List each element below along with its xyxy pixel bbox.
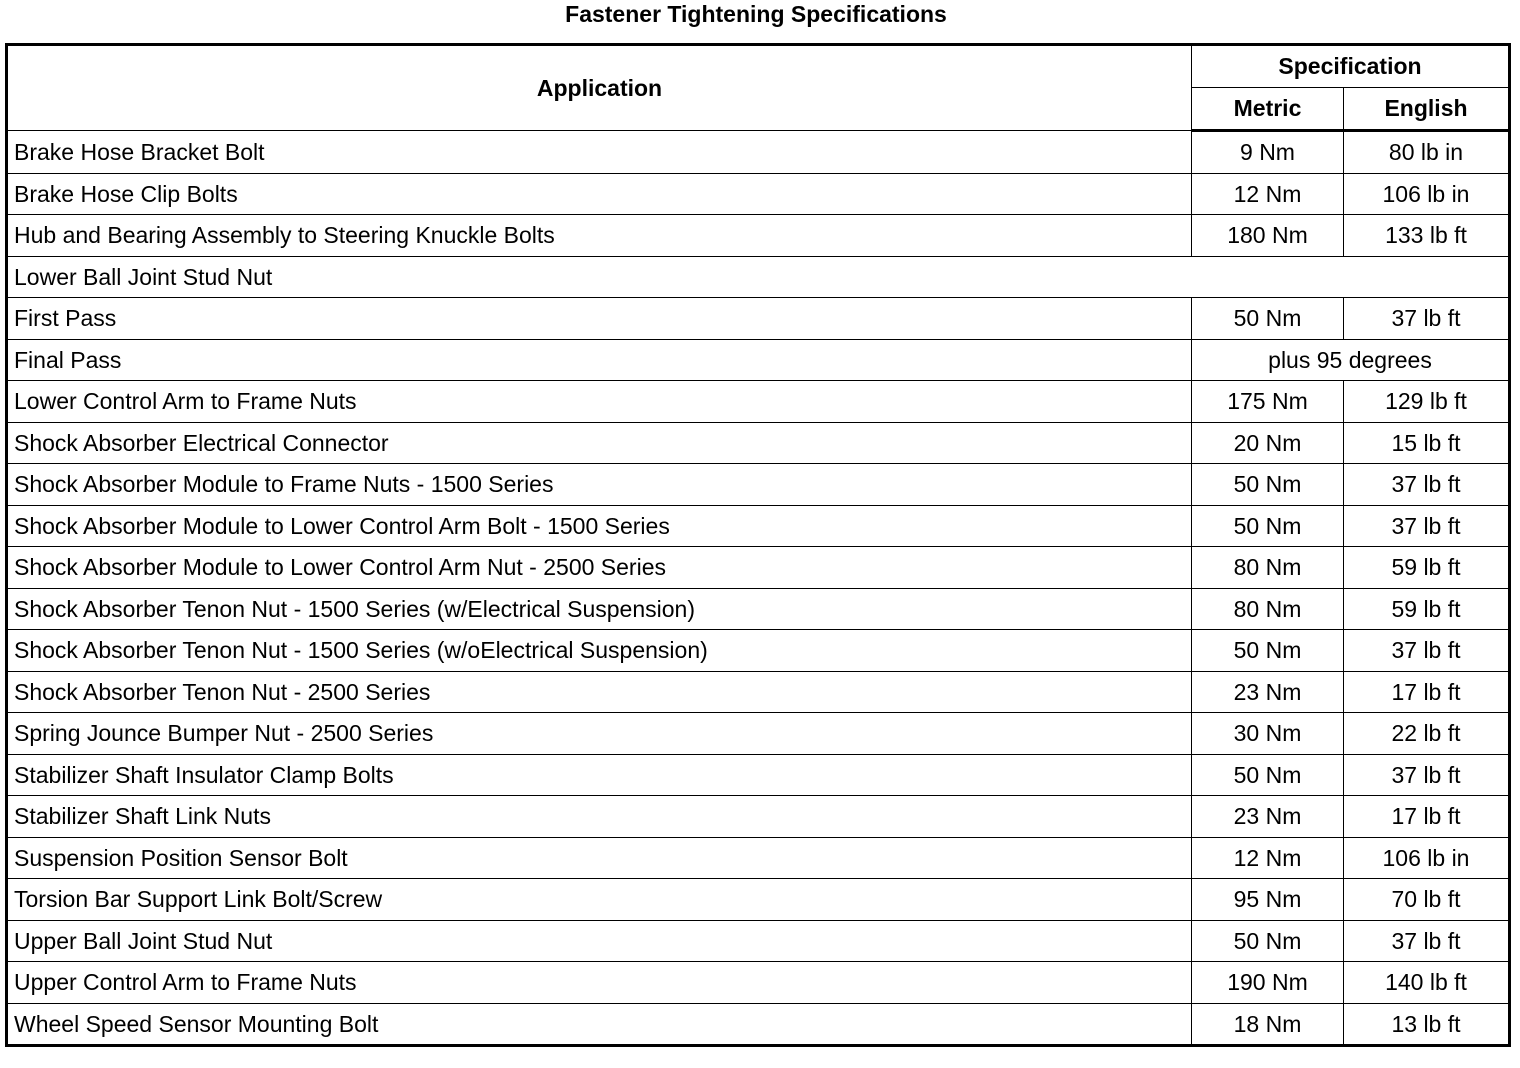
application-cell: Shock Absorber Module to Lower Control Arm Nut - 2500 Series	[7, 547, 1192, 589]
table-row	[7, 796, 1510, 838]
english-cell: 17 lb ft	[1344, 796, 1510, 838]
table-body	[7, 131, 1510, 1046]
english-cell: 140 lb ft	[1344, 962, 1510, 1004]
specifications-table	[5, 43, 1511, 1047]
metric-cell: 20 Nm	[1192, 422, 1344, 464]
application-cell: Upper Control Arm to Frame Nuts	[7, 962, 1192, 1004]
application-cell: Shock Absorber Tenon Nut - 1500 Series (w/Electrical Suspension)	[7, 588, 1192, 630]
english-cell: 59 lb ft	[1344, 588, 1510, 630]
metric-cell: 12 Nm	[1192, 837, 1344, 879]
metric-cell: 50 Nm	[1192, 754, 1344, 796]
table-row	[7, 713, 1510, 755]
application-cell: Spring Jounce Bumper Nut - 2500 Series	[7, 713, 1192, 755]
metric-cell: 50 Nm	[1192, 298, 1344, 340]
metric-cell: 180 Nm	[1192, 215, 1344, 257]
metric-cell: 175 Nm	[1192, 381, 1344, 423]
english-cell: 106 lb in	[1344, 837, 1510, 879]
application-cell: Wheel Speed Sensor Mounting Bolt	[7, 1003, 1192, 1046]
metric-cell: 190 Nm	[1192, 962, 1344, 1004]
table-row	[7, 962, 1510, 1004]
metric-cell: 50 Nm	[1192, 464, 1344, 506]
table-row	[7, 879, 1510, 921]
english-cell: 37 lb ft	[1344, 630, 1510, 672]
application-cell: First Pass	[7, 298, 1192, 340]
english-cell: 37 lb ft	[1344, 754, 1510, 796]
english-cell: 70 lb ft	[1344, 879, 1510, 921]
metric-cell: 18 Nm	[1192, 1003, 1344, 1046]
specification-cell: plus 95 degrees	[1192, 339, 1510, 381]
english-cell: 22 lb ft	[1344, 713, 1510, 755]
application-cell: Hub and Bearing Assembly to Steering Knuckle Bolts	[7, 215, 1192, 257]
section-heading-cell: Lower Ball Joint Stud Nut	[7, 256, 1510, 298]
english-cell: 37 lb ft	[1344, 298, 1510, 340]
english-cell: 37 lb ft	[1344, 920, 1510, 962]
table-row	[7, 630, 1510, 672]
metric-cell: 95 Nm	[1192, 879, 1344, 921]
application-cell: Shock Absorber Module to Lower Control Arm Bolt - 1500 Series	[7, 505, 1192, 547]
table-row	[7, 837, 1510, 879]
application-cell: Shock Absorber Electrical Connector	[7, 422, 1192, 464]
application-header: Application	[7, 45, 1192, 131]
table-row	[7, 422, 1510, 464]
table-row	[7, 131, 1510, 174]
english-cell: 37 lb ft	[1344, 464, 1510, 506]
english-cell: 13 lb ft	[1344, 1003, 1510, 1046]
metric-cell: 30 Nm	[1192, 713, 1344, 755]
application-cell: Shock Absorber Tenon Nut - 1500 Series (w/oElectrical Suspension)	[7, 630, 1192, 672]
metric-header: Metric	[1192, 88, 1344, 131]
application-cell: Torsion Bar Support Link Bolt/Screw	[7, 879, 1192, 921]
english-cell: 129 lb ft	[1344, 381, 1510, 423]
table-row	[7, 298, 1510, 340]
application-cell: Brake Hose Bracket Bolt	[7, 131, 1192, 174]
table-row	[7, 215, 1510, 257]
metric-cell: 50 Nm	[1192, 920, 1344, 962]
table-row	[7, 339, 1510, 381]
metric-cell: 50 Nm	[1192, 630, 1344, 672]
table-header	[7, 45, 1510, 131]
table-row	[7, 671, 1510, 713]
table-row	[7, 920, 1510, 962]
table-row	[7, 1003, 1510, 1046]
table-row	[7, 381, 1510, 423]
application-cell: Stabilizer Shaft Link Nuts	[7, 796, 1192, 838]
english-cell: 133 lb ft	[1344, 215, 1510, 257]
metric-cell: 23 Nm	[1192, 796, 1344, 838]
english-cell: 106 lb in	[1344, 173, 1510, 215]
application-cell: Stabilizer Shaft Insulator Clamp Bolts	[7, 754, 1192, 796]
english-cell: 80 lb in	[1344, 131, 1510, 174]
page-title: Fastener Tightening Specifications	[565, 1, 947, 27]
application-cell: Final Pass	[7, 339, 1192, 381]
table-row	[7, 173, 1510, 215]
table-row	[7, 588, 1510, 630]
application-cell: Suspension Position Sensor Bolt	[7, 837, 1192, 879]
table-row	[7, 464, 1510, 506]
application-cell: Shock Absorber Module to Frame Nuts - 1500 Series	[7, 464, 1192, 506]
metric-cell: 50 Nm	[1192, 505, 1344, 547]
english-cell: 17 lb ft	[1344, 671, 1510, 713]
english-cell: 37 lb ft	[1344, 505, 1510, 547]
table-row	[7, 547, 1510, 589]
table-row	[7, 256, 1510, 298]
metric-cell: 12 Nm	[1192, 173, 1344, 215]
metric-cell: 80 Nm	[1192, 588, 1344, 630]
metric-cell: 9 Nm	[1192, 131, 1344, 174]
metric-cell: 23 Nm	[1192, 671, 1344, 713]
metric-cell: 80 Nm	[1192, 547, 1344, 589]
english-header: English	[1344, 88, 1510, 131]
table-row	[7, 505, 1510, 547]
application-cell: Upper Ball Joint Stud Nut	[7, 920, 1192, 962]
specification-header: Specification	[1192, 45, 1510, 88]
table-row	[7, 754, 1510, 796]
application-cell: Brake Hose Clip Bolts	[7, 173, 1192, 215]
english-cell: 15 lb ft	[1344, 422, 1510, 464]
application-cell: Lower Control Arm to Frame Nuts	[7, 381, 1192, 423]
application-cell: Shock Absorber Tenon Nut - 2500 Series	[7, 671, 1192, 713]
english-cell: 59 lb ft	[1344, 547, 1510, 589]
